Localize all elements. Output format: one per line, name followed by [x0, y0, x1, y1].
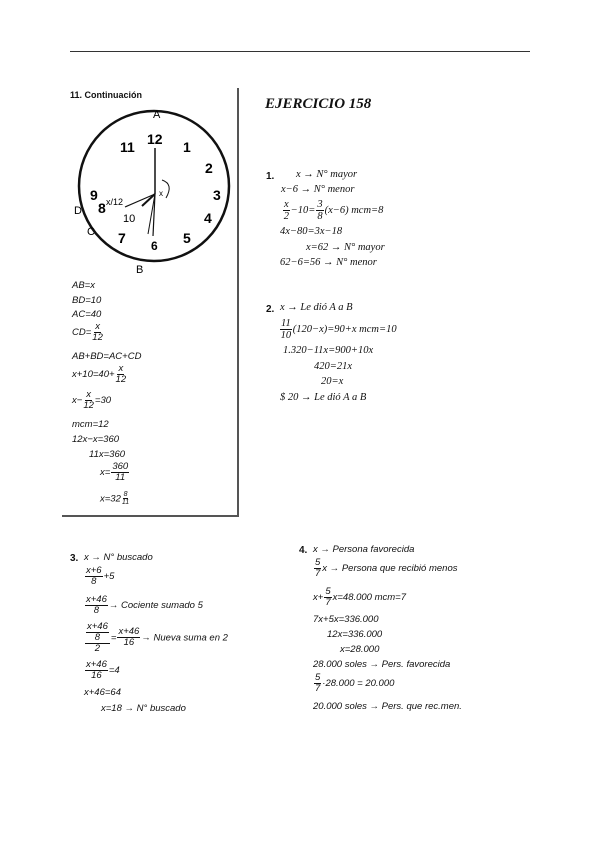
- eq-line: x → Persona favorecida: [313, 544, 415, 555]
- clock-number-8: 8: [98, 200, 106, 216]
- numerator: x+6: [86, 565, 102, 576]
- eq-line: BD=10: [72, 295, 102, 306]
- eq-line: 12x=336.000: [327, 629, 383, 640]
- eq-line: AB+BD=AC+CD: [72, 351, 142, 362]
- clock-number-6: 6: [151, 239, 158, 253]
- denominator: 11: [115, 471, 126, 483]
- clock-number-11: 11: [120, 139, 135, 155]
- eq-text: x=32: [100, 493, 121, 505]
- fraction: [314, 558, 321, 579]
- clock-number-10: 10: [123, 213, 136, 225]
- eq-text: ·28.000 = 20.000: [322, 677, 395, 689]
- denominator: 7: [325, 596, 331, 608]
- eq-text: =30: [94, 394, 112, 406]
- clock-point-a: A: [153, 109, 161, 121]
- clock-point-d: D: [74, 205, 82, 217]
- clock-number-2: 2: [205, 160, 213, 176]
- eq-line: 1.320−11x=900+10x: [283, 345, 374, 356]
- fraction: [117, 627, 140, 648]
- clock-number-3: 3: [213, 187, 221, 203]
- clock-point-b: B: [136, 264, 144, 276]
- clock-number-12: 12: [147, 131, 163, 147]
- eq-line: 62−6=56 → N° menor: [280, 257, 377, 268]
- denominator: 8: [94, 631, 101, 643]
- section-heading: 11. Continuación: [70, 90, 143, 100]
- numerator: 8: [123, 491, 128, 498]
- clock-number-1: 1: [183, 139, 191, 155]
- section-bottom-rule: [62, 515, 239, 517]
- eq-line: [282, 199, 383, 222]
- eq-line: 12x−x=360: [72, 434, 120, 445]
- denominator: 2: [283, 211, 289, 223]
- eq-line: 7x+5x=336.000: [313, 614, 379, 625]
- denominator: 12: [92, 331, 103, 343]
- numerator: 3: [317, 199, 323, 210]
- eq-line: x → Le dió A a B: [280, 302, 353, 313]
- problem-number: 3.: [70, 553, 79, 564]
- numerator: x: [284, 199, 289, 210]
- hand-to-ten: [125, 194, 155, 207]
- numerator: 5: [325, 586, 331, 597]
- eq-line: [72, 390, 111, 411]
- fraction: [316, 199, 323, 222]
- eq-line: [84, 566, 114, 587]
- eq-line: x → N° mayor: [296, 169, 358, 180]
- eq-line: [313, 673, 394, 694]
- fraction: [122, 491, 129, 507]
- eq-text: x+10=40+: [72, 368, 115, 380]
- clock-label-x12: x/12: [106, 197, 124, 207]
- denominator: 16: [91, 669, 102, 681]
- eq-line: [279, 318, 397, 341]
- eq-text: =: [110, 632, 117, 644]
- eq-line: [84, 622, 228, 654]
- denominator: 8: [91, 575, 97, 587]
- eq-text: x+: [313, 591, 324, 603]
- numerator: x+46: [86, 594, 107, 605]
- denominator: 10: [280, 330, 292, 342]
- eq-text: (120−x)=90+x mcm=10: [292, 323, 397, 335]
- eq-line: [72, 364, 127, 385]
- numerator: 11: [281, 318, 291, 329]
- numerator: x: [118, 363, 124, 374]
- eq-text: x → Persona que recibió menos: [322, 562, 458, 574]
- denominator: 2: [94, 642, 101, 654]
- eq-line: 420=21x: [314, 361, 352, 372]
- numerator: x+46: [87, 621, 108, 632]
- clock-point-c: C: [87, 226, 95, 238]
- eq-line: x=62 → N° mayor: [306, 242, 385, 253]
- eq-line: [100, 491, 130, 507]
- fraction: [83, 390, 94, 411]
- problem-number: 2.: [266, 304, 275, 315]
- eq-line: [100, 462, 130, 483]
- top-rule: [70, 51, 530, 52]
- numerator: 5: [315, 557, 321, 568]
- fraction: [324, 587, 331, 608]
- denominator: 8: [93, 604, 100, 616]
- fraction: [116, 364, 127, 385]
- eq-text: → Cociente sumado 5: [108, 599, 203, 611]
- eq-line: x+46=64: [84, 687, 121, 698]
- numerator: x: [95, 321, 100, 332]
- eq-text: x=48.000 mcm=7: [332, 591, 407, 603]
- denominator: 12: [115, 373, 127, 385]
- numerator: x+46: [86, 659, 107, 670]
- fraction: [85, 566, 103, 587]
- eq-line: AB=x: [72, 280, 95, 291]
- clock-number-4: 4: [204, 210, 212, 226]
- eq-line: 28.000 soles → Pers. favorecida: [313, 659, 451, 670]
- compound-fraction: [85, 622, 110, 654]
- clock-label-x: x: [159, 189, 163, 198]
- clock-diagram: [70, 108, 240, 276]
- numerator: x: [86, 389, 91, 400]
- eq-line: x−6 → N° menor: [281, 184, 355, 195]
- eq-text: x=: [100, 466, 111, 478]
- eq-text: x−: [72, 394, 83, 406]
- eq-line: [313, 587, 406, 608]
- problem-number: 1.: [266, 171, 275, 182]
- eq-text: CD=: [72, 326, 92, 338]
- eq-line: [84, 595, 203, 616]
- eq-line: [313, 558, 457, 579]
- numerator: 5: [315, 672, 321, 683]
- eq-line: 4x−80=3x−18: [280, 226, 343, 237]
- denominator: 7: [315, 682, 321, 694]
- eq-text: =4: [108, 664, 120, 676]
- fraction: [111, 462, 129, 483]
- eq-line: 20=x: [321, 376, 344, 387]
- fraction: [85, 622, 110, 644]
- eq-line: x=18 → N° buscado: [101, 703, 186, 714]
- fraction: [283, 199, 290, 222]
- eq-text: (x−6) mcm=8: [324, 204, 384, 216]
- denominator: 16: [123, 637, 135, 649]
- eq-line: x=28.000: [340, 644, 380, 655]
- clock-number-5: 5: [183, 230, 191, 246]
- denominator: 8: [317, 211, 323, 223]
- denominator: 7: [315, 567, 321, 579]
- fraction: [92, 322, 103, 343]
- eq-text: +5: [103, 570, 115, 582]
- problem-number: 4.: [299, 545, 308, 556]
- clock-number-7: 7: [118, 230, 126, 246]
- numerator: 360: [112, 461, 129, 472]
- numerator: x+46: [118, 626, 140, 638]
- clock-number-9: 9: [90, 187, 98, 203]
- eq-line: mcm=12: [72, 419, 109, 430]
- denominator: 11: [121, 499, 130, 507]
- eq-line: [84, 660, 120, 681]
- eq-line: AC=40: [72, 309, 102, 320]
- fraction: [85, 660, 108, 681]
- eq-text: → Nueva suma en 2: [141, 632, 228, 644]
- eq-line: $ 20 → Le dió A a B: [280, 392, 367, 403]
- angle-arc: [162, 180, 169, 198]
- eq-text: −10=: [290, 204, 316, 216]
- fraction: [85, 595, 108, 616]
- eq-line: x → N° buscado: [84, 552, 153, 563]
- eq-line: 20.000 soles → Pers. que rec.men.: [313, 701, 462, 712]
- eq-line: 11x=360: [89, 449, 126, 460]
- eq-line: [72, 322, 104, 343]
- fraction: [280, 318, 292, 341]
- denominator: 12: [83, 399, 94, 411]
- fraction: [314, 673, 321, 694]
- page-title: EJERCICIO 158: [265, 96, 372, 112]
